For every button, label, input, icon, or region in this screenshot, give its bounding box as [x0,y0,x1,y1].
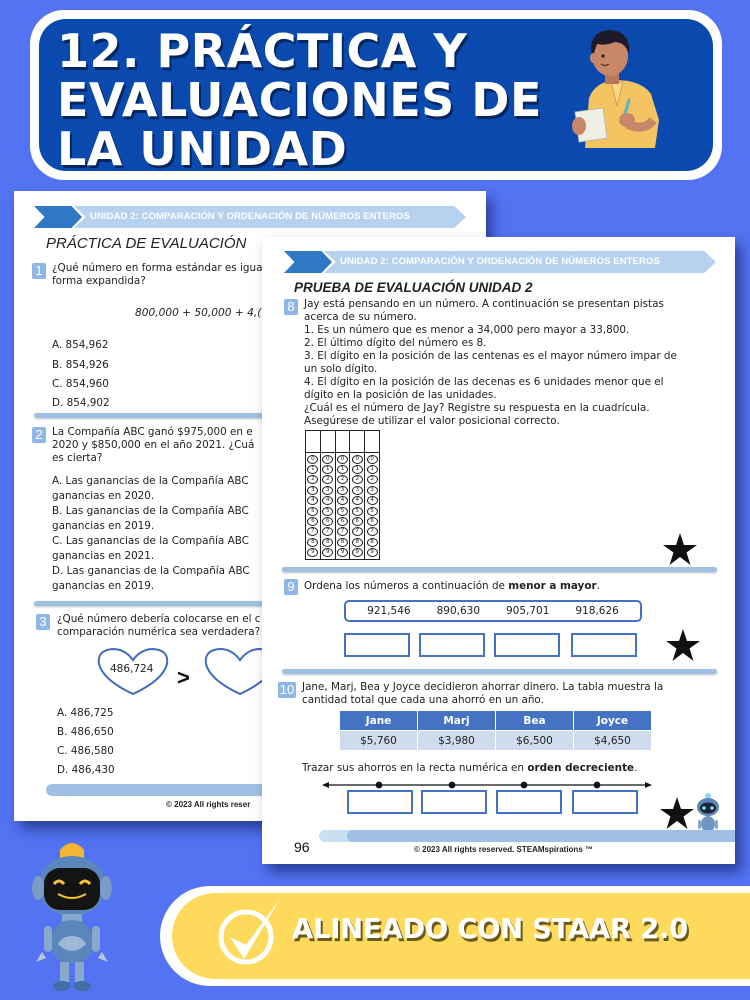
grid-column [321,431,336,559]
question-line: ¿Cuál es el número de Jay? Registre su respuesta en la cuadrícula. [304,402,650,414]
footer-bar [347,830,735,842]
number-line-answer-box[interactable] [496,790,562,814]
table-header: Bea [496,711,573,730]
grid-bubble[interactable]: 2 [322,475,333,484]
question-line: ¿Qué número en forma estándar es igua [52,262,263,274]
grid-bubble-column [306,453,320,559]
question-number: 10 [279,682,295,697]
answer-option: C. Las ganancias de la Compañía ABC [52,535,249,547]
section-divider [282,567,717,572]
answer-option: A. 486,725 [57,707,114,719]
order-answer-box[interactable] [494,633,560,657]
grid-bubble[interactable]: 3 [352,486,363,495]
grid-bubble[interactable]: 7 [307,527,318,536]
ribbon-dark [34,206,82,228]
table-cell: $4,650 [574,731,651,750]
question-line: dígito en la posición de las unidades. [304,389,497,401]
grid-bubble[interactable]: 9 [352,548,363,557]
grid-bubble[interactable]: 1 [307,465,318,474]
copyright-text: © 2023 All rights reser [166,800,251,809]
copyright-text: © 2023 All rights reserved. STEAMspirations ™ [414,845,593,854]
grid-column [365,431,379,559]
number-to-order: 905,701 [506,605,550,617]
number-line-answer-box[interactable] [421,790,487,814]
grid-bubble[interactable]: 0 [337,455,348,464]
grid-bubble[interactable]: 8 [337,538,348,547]
grid-bubble[interactable]: 5 [367,507,378,516]
number-to-order: 890,630 [436,605,480,617]
grid-bubble[interactable]: 3 [322,486,333,495]
grid-bubble[interactable]: 0 [322,455,333,464]
ribbon-dark [284,251,332,273]
grid-bubble[interactable]: 5 [322,507,333,516]
page-title [57,24,577,176]
answer-option: C. 854,960 [52,378,109,390]
question-text [304,580,600,593]
grid-bubble[interactable]: 5 [337,507,348,516]
grid-bubble[interactable]: 0 [307,455,318,464]
instruction-prefix: Trazar sus ahorros en la recta numérica en [302,762,528,774]
grid-bubble[interactable]: 4 [307,496,318,505]
table-header: Marj [418,711,495,730]
number-line-answer-box[interactable] [347,790,413,814]
answer-option: C. 486,580 [57,745,114,757]
question-line: 4. El dígito en la posición de las decenas es 6 unidades menor que el [304,376,664,388]
grid-bubble[interactable]: 0 [367,455,378,464]
grid-bubble-column [350,453,364,559]
question-number: 8 [284,299,298,315]
answer-option: B. Las ganancias de la Compañía ABC [52,505,249,517]
sheet-heading: PRUEBA DE EVALUACIÓN UNIDAD 2 [294,280,533,295]
question-line: un solo dígito. [304,363,378,375]
grid-bubble-column [365,453,379,559]
robot-mascot-icon [22,836,122,994]
expanded-form-expression: 800,000 + 50,000 + 4,( [135,307,262,319]
question-number: 9 [284,579,298,595]
instruction-bold: orden decreciente [527,762,635,774]
question-line: 2. El último dígito del número es 8. [304,337,487,349]
grid-bubble[interactable]: 5 [307,507,318,516]
grid-bubble[interactable]: 9 [337,548,348,557]
grid-bubble[interactable]: 7 [367,527,378,536]
table-cell: $6,500 [496,731,573,750]
order-answer-box[interactable] [419,633,485,657]
grid-bubble[interactable]: 7 [337,527,348,536]
answer-option-cont: ganancias en 2019. [52,520,155,532]
grid-column [350,431,365,559]
heart-value: 486,724 [110,663,154,675]
grid-write-cell[interactable] [365,431,379,453]
answer-option-cont: ganancias en 2021. [52,550,155,562]
question-text [52,426,254,465]
question-line: Asegúrese de utilizar el valor posicional correcto. [304,415,560,427]
savings-table [339,710,652,751]
grid-bubble[interactable]: 4 [322,496,333,505]
unit-ribbon-text: UNIDAD 2: COMPARACIÓN Y ORDENACIÓN DE NÚMEROS ENTEROS [340,256,660,267]
table-cell: $5,760 [340,731,417,750]
page-number: 96 [294,839,310,855]
grid-bubble[interactable]: 6 [307,517,318,526]
question-line: La Compañía ABC ganó $975,000 en e [52,426,253,438]
order-answer-box[interactable] [571,633,637,657]
question-text [302,681,663,707]
grid-bubble[interactable]: 8 [367,538,378,547]
grid-bubble[interactable]: 9 [307,548,318,557]
question-line: es cierta? [52,452,103,464]
grid-column [336,431,351,559]
grid-write-cell[interactable] [336,431,350,453]
grid-bubble[interactable]: 2 [367,475,378,484]
question-number: 3 [36,614,50,630]
table-header-row [340,711,651,730]
unit-ribbon-text: UNIDAD 2: COMPARACIÓN Y ORDENACIÓN DE NÚMEROS ENTEROS [90,211,410,222]
question-text-prefix: Ordena los números a continuación de [304,580,509,592]
super-staar-star-icon [666,629,700,661]
answer-option-cont: ganancias en 2019. [52,580,155,592]
section-divider [282,669,717,674]
number-to-order: 921,546 [367,605,411,617]
grid-bubble[interactable]: 4 [352,496,363,505]
answer-option: D. 486,430 [57,764,115,776]
question-line: 1. Es un número que es menor a 34,000 pero mayor a 33,800. [304,324,630,336]
answer-option-cont: ganancias en 2020. [52,490,155,502]
grid-bubble[interactable]: 1 [352,465,363,474]
grid-bubble[interactable]: 6 [322,517,333,526]
question-line: ¿Qué número debería colocarse en el c [57,613,261,625]
numbers-to-order-box [344,600,642,622]
question-line: Jane, Marj, Bea y Joyce decidieron ahorrar dinero. La tabla muestra la [302,681,664,693]
checkmark-circle-icon [210,893,290,973]
grid-bubble[interactable]: 6 [367,517,378,526]
grid-bubble[interactable]: 4 [337,496,348,505]
unit-ribbon [34,206,466,228]
answer-option: D. Las ganancias de la Compañía ABC [52,565,250,577]
grid-bubble[interactable]: 1 [367,465,378,474]
grid-bubble-column [336,453,350,559]
table-header: Jane [340,711,417,730]
question-line: acerca de su número. [304,311,417,323]
number-to-order: 918,626 [575,605,619,617]
grid-bubble[interactable]: 7 [322,527,333,536]
grid-bubble[interactable]: 2 [307,475,318,484]
answer-option: D. 854,902 [52,397,110,409]
question-line: cantidad total que cada una ahorró en un año. [302,694,544,706]
grid-bubble[interactable]: 6 [352,517,363,526]
answer-option: A. 854,962 [52,339,109,351]
grid-bubble[interactable]: 9 [322,548,333,557]
number-line-answer-box[interactable] [572,790,638,814]
answer-option: B. 854,926 [52,359,109,371]
grid-bubble[interactable]: 7 [352,527,363,536]
answer-bubble-grid[interactable] [305,430,380,560]
grid-bubble[interactable]: 0 [352,455,363,464]
grid-bubble[interactable]: 1 [337,465,348,474]
question-line: Jay está pensando en un número. A continuación se presentan pistas [304,298,664,310]
table-header: Joyce [574,711,651,730]
grid-write-cell[interactable] [350,431,364,453]
grid-column [306,431,321,559]
question-line: 2020 y $850,000 en el año 2021. ¿Cuá [52,439,255,451]
title-line-2: EVALUACIONES DE [57,73,542,127]
question-line: 3. El dígito en la posición de las centenas es el mayor número impar de [304,350,677,362]
grid-bubble[interactable]: 3 [367,486,378,495]
super-staar-star-icon [660,797,694,829]
grid-bubble[interactable]: 2 [352,475,363,484]
unit-test-sheet [262,237,735,864]
grid-bubble[interactable]: 6 [337,517,348,526]
answer-option: A. Las ganancias de la Compañía ABC [52,475,249,487]
grid-bubble[interactable]: 3 [307,486,318,495]
grid-bubble[interactable]: 8 [307,538,318,547]
table-cell: $3,980 [418,731,495,750]
grid-bubble[interactable]: 5 [352,507,363,516]
title-line-1: 12. PRÁCTICA Y [57,24,468,78]
super-staar-star-icon [663,533,697,565]
question-text-bold: menor a mayor [508,580,597,592]
grid-bubble[interactable]: 8 [322,538,333,547]
question-number: 2 [32,427,46,443]
table-row [340,731,651,750]
grid-bubble[interactable]: 2 [337,475,348,484]
title-line-3: LA UNIDAD [57,122,348,176]
grid-bubble-column [321,453,335,559]
question-text [52,262,262,288]
instruction-suffix: . [634,762,638,774]
unit-ribbon [284,251,716,273]
grid-write-cell[interactable] [306,431,320,453]
question-text [57,613,261,639]
boy-writing-icon [555,20,675,148]
number-line-instruction [302,762,637,775]
question-line: comparación numérica sea verdadera? [57,626,261,638]
number-line [322,780,652,790]
staar-badge-text: ALINEADO CON STAAR 2.0 [292,913,688,945]
greater-than-symbol: > [177,665,190,690]
grid-bubble[interactable]: 4 [367,496,378,505]
sheet-heading: PRÁCTICA DE EVALUACIÓN [46,235,247,252]
answer-options [52,474,250,594]
grid-bubble[interactable]: 8 [352,538,363,547]
question-text-suffix: . [596,580,600,592]
question-line: forma expandida? [52,275,146,287]
answer-option: B. 486,650 [57,726,114,738]
question-text [304,298,677,428]
grid-bubble[interactable]: 9 [367,548,378,557]
grid-bubble[interactable]: 1 [322,465,333,474]
grid-write-cell[interactable] [321,431,335,453]
question-number: 1 [32,263,46,279]
order-answer-box[interactable] [344,633,410,657]
grid-bubble[interactable]: 3 [337,486,348,495]
